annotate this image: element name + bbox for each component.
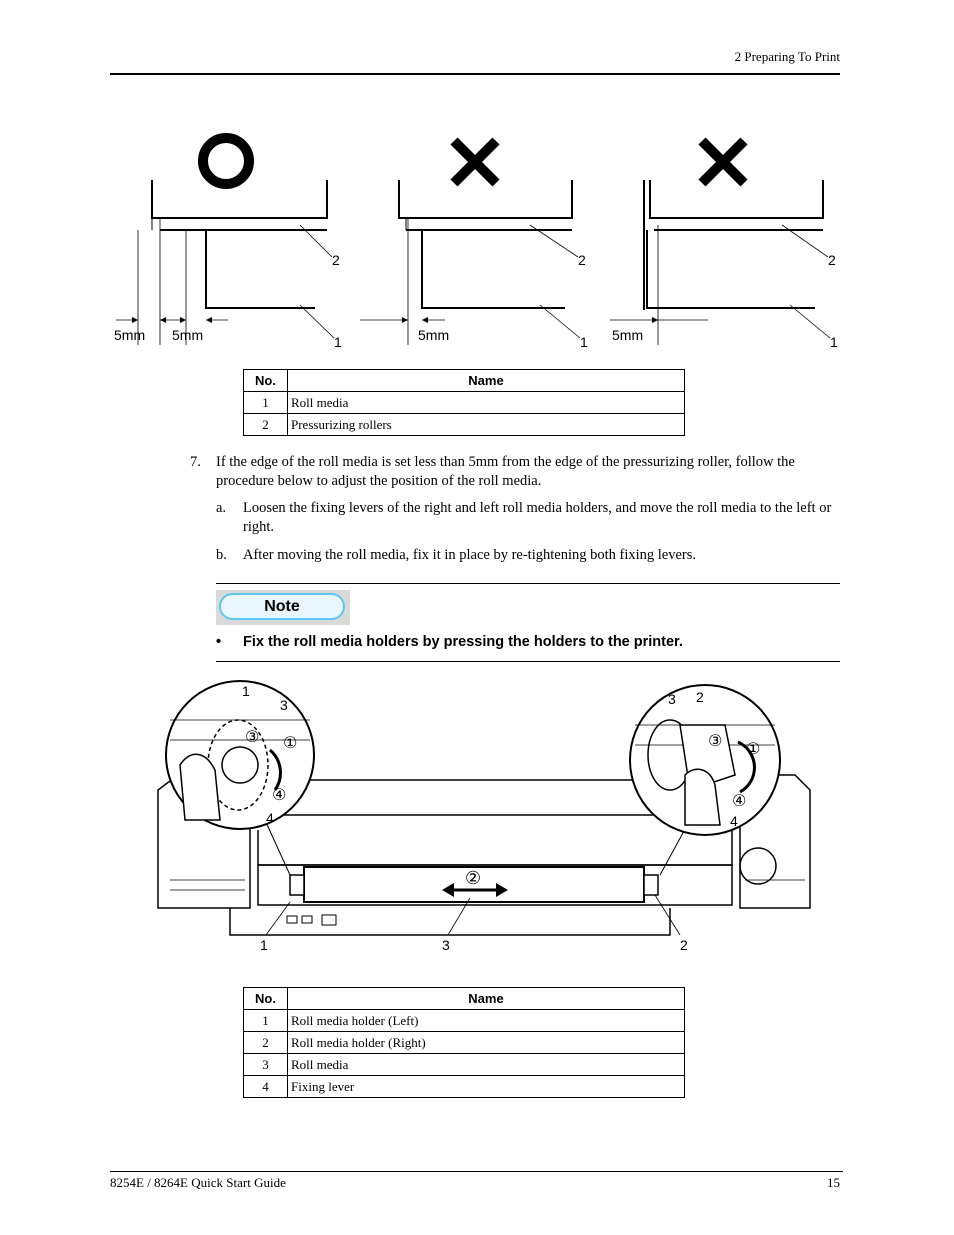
cell-no: 4 — [244, 1076, 288, 1098]
dim-label-5mm: 5mm — [418, 327, 450, 343]
left-holder-zoom — [166, 681, 314, 875]
substep-text: After moving the roll media, fix it in place by re-tightening both fixing levers. — [243, 547, 697, 563]
cell-name: Roll media — [288, 1054, 685, 1076]
wrong-alignment-panel — [360, 141, 588, 350]
callout-2: 2 — [578, 252, 586, 268]
callout-2: 2 — [680, 937, 688, 953]
header-rule — [110, 73, 840, 75]
step-text: If the edge of the roll media is set less than 5mm from the edge of the pressurizing roller, follow the procedure below to adjust the position of the roll media. — [216, 454, 795, 489]
footer-rule — [110, 1171, 843, 1172]
note-text: Fix the roll media holders by pressing the holders to the printer. — [243, 634, 683, 650]
table-row — [244, 392, 685, 414]
note-item — [216, 634, 683, 650]
page-number: 15 — [827, 1175, 840, 1190]
callout-1: 1 — [580, 334, 588, 350]
cell-no: 1 — [244, 1010, 288, 1032]
substep-letter: a. — [216, 500, 227, 516]
circled-callout-4: ④ — [732, 793, 747, 810]
callout-2: 2 — [696, 689, 704, 705]
step-7 — [190, 453, 840, 491]
table-row — [244, 1010, 685, 1032]
cell-no: 2 — [244, 414, 288, 436]
circled-callout-1: ① — [283, 735, 298, 752]
note-badge-label: Note — [219, 593, 345, 620]
note-bullet: • — [216, 634, 222, 650]
note-bottom-rule — [216, 661, 840, 662]
callout-2: 2 — [828, 252, 836, 268]
callout-1: 1 — [260, 937, 268, 953]
circled-callout-4: ④ — [272, 787, 287, 804]
parts-table-holders — [243, 987, 685, 1098]
callout-3: 3 — [442, 937, 450, 953]
callout-1: 1 — [242, 683, 250, 699]
parts-table-roller — [243, 369, 685, 436]
cell-name: Pressurizing rollers — [288, 414, 685, 436]
cell-name: Fixing lever — [288, 1076, 685, 1098]
cell-name: Roll media — [288, 392, 685, 414]
roll-holder-figure — [150, 680, 840, 958]
callout-4: 4 — [266, 810, 274, 826]
substep-b — [216, 546, 840, 565]
note-badge — [216, 590, 350, 625]
table-header-row — [244, 988, 685, 1010]
callout-2: 2 — [332, 252, 340, 268]
callout-4: 4 — [730, 813, 738, 829]
callout-3: 3 — [668, 691, 676, 707]
dim-label-5mm: 5mm — [114, 327, 146, 343]
cell-no: 1 — [244, 392, 288, 414]
cell-name: Roll media holder (Left) — [288, 1010, 685, 1032]
right-holder-zoom — [630, 685, 780, 875]
wrong-mark-icon — [702, 141, 744, 183]
column-header-name: Name — [288, 370, 685, 392]
column-header-no: No. — [244, 988, 288, 1010]
dim-label-5mm: 5mm — [172, 327, 204, 343]
substep-text: Loosen the fixing levers of the right and left roll media holders, and move the roll media to the left or right. — [243, 500, 832, 535]
column-header-name: Name — [288, 988, 685, 1010]
cell-no: 2 — [244, 1032, 288, 1054]
callout-1: 1 — [830, 334, 838, 350]
table-row — [244, 1054, 685, 1076]
footer-title: 8254E / 8264E Quick Start Guide — [110, 1175, 286, 1190]
column-header-no: No. — [244, 370, 288, 392]
step-number: 7. — [190, 454, 201, 470]
dim-label-5mm: 5mm — [612, 327, 644, 343]
circled-callout-1: ① — [746, 741, 761, 758]
table-row — [244, 1032, 685, 1054]
circled-callout-2: ② — [465, 868, 482, 888]
roller-alignment-figure — [110, 125, 845, 357]
substep-letter: b. — [216, 547, 227, 563]
running-header: 2 Preparing To Print — [734, 49, 840, 64]
table-row — [244, 414, 685, 436]
table-row — [244, 1076, 685, 1098]
cell-name: Roll media holder (Right) — [288, 1032, 685, 1054]
substep-a — [216, 499, 840, 537]
circled-callout-3: ③ — [708, 733, 723, 750]
note-top-rule — [216, 583, 840, 584]
circled-callout-3: ③ — [245, 729, 260, 746]
correct-alignment-panel — [114, 138, 342, 350]
wrong-mark-icon — [454, 141, 496, 183]
wrong-alignment-panel — [610, 141, 838, 350]
cell-no: 3 — [244, 1054, 288, 1076]
table-header-row — [244, 370, 685, 392]
callout-3: 3 — [280, 697, 288, 713]
callout-1: 1 — [334, 334, 342, 350]
correct-mark-icon — [203, 138, 249, 184]
roll-media — [290, 867, 658, 902]
